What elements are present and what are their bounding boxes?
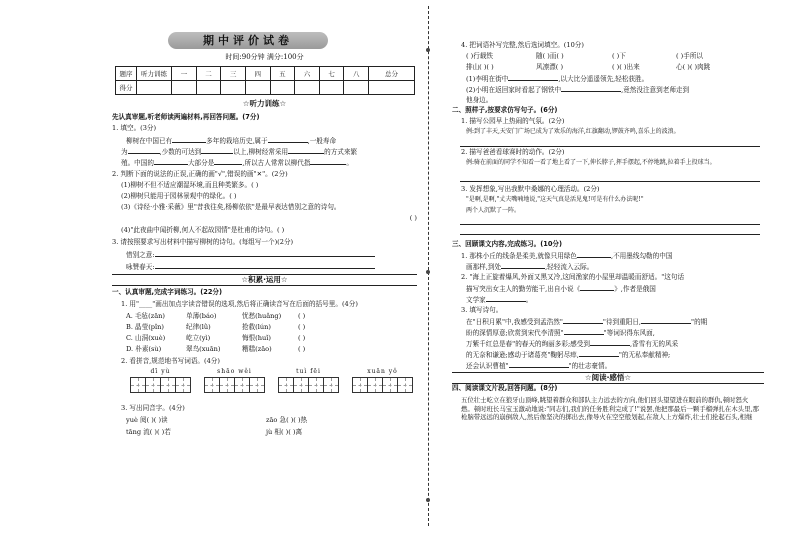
score-cell: 八 (344, 67, 369, 81)
score-cell: 四 (245, 67, 270, 81)
judgement-item: (4)"此夜曲中闻折柳,何人不起故园情"是杜甫的诗句。( ) (121, 226, 285, 234)
section-heading-accumulation: ☆积累·运用☆ (112, 274, 417, 286)
answer-blank[interactable] (580, 284, 614, 291)
question-label: 2. 看拼音,规范地书写词语。(4分) (121, 357, 220, 365)
writing-box[interactable] (308, 377, 324, 393)
score-cell: 一 (172, 67, 197, 81)
answer-blank[interactable] (590, 339, 630, 346)
answer-blank[interactable] (288, 147, 324, 154)
section-title: 三、回顾课文内容,完成练习。(10分) (452, 240, 563, 248)
fill-blank-line: 柳树在中国已有 多年的栽培历史,属于 ,一般寿命 (126, 137, 337, 145)
judgement-item: (1)柳树不但不适应潮湿环境,而且种类繁多。( ) (121, 181, 259, 189)
judgement-item: (3)《诗经·小雅·采薇》里"昔我往矣,杨柳依依"是最早表达惜别之意的诗句。 (121, 203, 341, 211)
answer-blank[interactable] (509, 361, 569, 368)
question-label: 3. 发挥想象,写出我默中桑娜的心理活动。(2分) (461, 185, 600, 193)
fill-blank-line: 在"日积月累"中,我感受到孟浩然" "待到重阳日, "的期 (466, 318, 708, 326)
fill-blank-line: 盼的深情厚意;欣赏到宋代李清照" "等词识得东风面, (466, 329, 655, 337)
fill-blank-line: (1)李明在街中 ,以大比分遥遥领先,轻松获胜。 (466, 75, 649, 83)
binding-hole (426, 498, 430, 502)
question-label: 1. 描写公园早上热闹的气氛。(2分) (461, 117, 565, 125)
example-sentence: 两个人沉默了一阵。 (466, 207, 521, 214)
score-cell: 总分 (369, 67, 415, 81)
answer-blank[interactable] (172, 136, 206, 143)
answer-blank[interactable] (577, 251, 611, 258)
answer-blank[interactable] (563, 317, 603, 324)
question-label: 2. 判断下面的说法的正误,正确的画"√",错误的画"✕"。(2分) (112, 170, 288, 178)
score-cell: 七 (319, 67, 344, 81)
score-cell: 得分 (116, 81, 137, 95)
answer-line[interactable] (460, 146, 760, 147)
answer-line[interactable] (460, 181, 760, 182)
binding-hole (426, 48, 430, 52)
section-heading-reading: ☆阅读·感悟☆ (452, 372, 764, 384)
option-row: B. 晶莹(pǐn) 纪律(lǜ) 抢救(lún) ( ) (126, 323, 306, 331)
answer-blank[interactable] (155, 250, 375, 257)
example-sentence: 例:骑在前面的同学不知看一看了地上看了一下,伸长脖子,挥手摆起,不停地跳,拉着手上投球当。 (466, 159, 716, 166)
writing-box[interactable] (367, 377, 383, 393)
section-title: 一、认真审题,完成字词练习。(22分) (112, 288, 223, 296)
question-label: 1. 填空。(3分) (112, 124, 157, 132)
pinyin-group: dī yù (130, 368, 191, 393)
word-row: 排山( )( ) 风凛漂( ) ( )( )出来 心( )( )肉跳 (466, 63, 711, 71)
judgement-item: (2)柳树只能用于园林景观中的绿化。( ) (121, 192, 237, 200)
example-sentence: "是啊,是啊,"丈夫嘴喃地说,"这天气真是活见鬼!可是有什么办法呢!" (466, 196, 644, 203)
answer-bracket[interactable]: ( ) (298, 345, 306, 353)
option-row: C. 山洞(xuè) 屹立(yì) 悔恨(huǐ) ( ) (126, 334, 306, 342)
writing-box[interactable] (249, 377, 265, 393)
pinyin-group: shāo wěi (204, 368, 265, 393)
fill-blank-line: 惜别之意: (112, 250, 431, 260)
answer-blank[interactable] (154, 158, 188, 165)
option-row: D. 朴素(sù) 翠鸟(xuān) 糟糕(zāo) ( ) (126, 345, 306, 353)
option-row: A. 毛毡(zān) 单薄(báo) 忧愁(huǎng) ( ) (126, 312, 306, 320)
score-cell: 三 (221, 67, 246, 81)
answer-blank[interactable] (201, 147, 233, 154)
word-row: ( )行载铁 随( )而( ) ( )下 ( )手所以 (466, 52, 704, 60)
reading-passage: 五位壮士屹立在狼牙山顶峰,眺望着群众和部队主力远去的方向,他们回头望望进在眼前的群仇,顿时怒火燃。顿时班长马宝玉激动地说:"同志们,我们的任务胜利完成了!"说罢,他把那最后一颗手榴弹扎在木头里,那枪脑带远远的崩倒敌人,然后像坚决的掷出去,像导火在空空般划起,在敌人上方爆炸,壮士们抡起石头,相继 (461, 396, 759, 422)
fill-blank-line: (2)小明在返回家时看起了钢铁中 ,竟然没注意到老师走到 (466, 86, 690, 94)
writing-box[interactable] (323, 377, 339, 393)
writing-box[interactable] (352, 377, 368, 393)
fill-blank-line: 殖。中国的 大部分是 ,所以古人常常以柳代指 。 (121, 159, 353, 167)
fill-blank-line: 描写突出女主人的勤劳能干,出自小说《 》,作者是俄国 (466, 285, 656, 293)
writing-box[interactable] (397, 377, 413, 393)
question-label: 3. 填写诗句。 (461, 306, 503, 314)
question-label: 3. 请按照要求写出材料中描写柳树的诗句。(每组写一个)(2分) (112, 238, 294, 246)
section-heading-listening: ☆听力训练☆ (242, 99, 287, 108)
section-title: 四、阅读课文片段,回答问题。(8分) (452, 384, 558, 392)
writing-box[interactable] (234, 377, 250, 393)
answer-blank[interactable] (486, 295, 526, 302)
answer-blank[interactable] (268, 136, 308, 143)
answer-blank[interactable] (508, 74, 558, 81)
answer-blank[interactable] (561, 85, 621, 92)
question-label: 2. 描写爸爸看球赛时的动作。(2分) (461, 148, 565, 156)
question-label: 1. 用"____"画出加点字读音错误的选项,然后将正确读音写在后面的括号里。(4分) (121, 300, 358, 308)
answer-line[interactable] (460, 234, 760, 235)
writing-box[interactable] (382, 377, 398, 393)
exam-title: 期中评价试卷 (168, 32, 328, 49)
example-sentence: 例:到了丰天,天安门广场已成为了欢乐的海洋,红旗翻动,锣鼓齐鸣,喜乐上的波浪。 (466, 128, 680, 135)
text-line: 2. "海上正旋着爆风,外面又黑又冷,这间渔家的小屋里却温暖而舒适。"这句话 (461, 273, 685, 281)
fill-blank-line: 万紫千红总是春"的春天的绚丽多彩;感受到 ,香雪有无的风采 (466, 340, 679, 348)
pinyin-group: xuān yǒ (352, 368, 413, 393)
pinyin-writing-grid (112, 368, 417, 400)
answer-bracket[interactable]: ( ) (298, 323, 306, 331)
exam-time-score: 时间:90分钟 满分:100分 (225, 53, 304, 61)
question-label: 4. 把词语补写完整,然后选词填空。(10分) (461, 41, 584, 49)
writing-box[interactable] (204, 377, 220, 393)
listening-intro: 先认真审题,听老师读两遍材料,再回答问题。(7分) (112, 113, 260, 121)
score-cell: 五 (270, 67, 295, 81)
right-column (452, 0, 764, 549)
fill-blank-line: 还会认识曹植" "的壮志豪情。 (466, 362, 612, 370)
fill-blank-line: 他身边。 (466, 96, 493, 104)
score-cell: 听力训练 (137, 67, 172, 81)
score-cell: 二 (196, 67, 221, 81)
fill-blank-line: 咏赞春天: (112, 262, 431, 272)
fill-blank-line: 的无奈和谦逊;感动于诸葛亮"鞠躬尽瘁, "的无私奉献精神; (466, 351, 671, 359)
answer-line[interactable] (460, 224, 760, 225)
answer-blank[interactable] (564, 328, 604, 335)
answer-blank[interactable] (155, 262, 375, 269)
left-column (112, 0, 417, 549)
writing-box[interactable] (278, 377, 294, 393)
score-cell: 题序 (116, 67, 137, 81)
judgement-bracket[interactable]: ( ) (409, 214, 417, 222)
answer-blank[interactable] (128, 147, 160, 154)
writing-box[interactable] (219, 377, 235, 393)
writing-box[interactable] (293, 377, 309, 393)
fill-blank-line: 画那样,到处 ,轻轻流入云际。 (466, 263, 594, 271)
writing-box[interactable] (130, 377, 146, 393)
answer-blank[interactable] (501, 262, 545, 269)
answer-bracket[interactable]: ( ) (298, 334, 306, 342)
homophone-row: tāng 流( )( )若 jù 相( )( )离 (126, 428, 303, 436)
homophone-row: yuè 阅( )( )读 zāo 急( )( )热 (126, 416, 308, 424)
answer-blank[interactable] (641, 317, 691, 324)
answer-blank[interactable] (579, 350, 619, 357)
fill-blank-line: 1. 那株小丘的线条是柔美,就像只用绿色 ,不用墨线勾勒的中国 (461, 252, 673, 260)
fill-blank-line: 为 ,少数的可达到 以上,柳树经常采用 的方式来繁 (121, 148, 358, 156)
writing-box[interactable] (160, 377, 176, 393)
answer-blank[interactable] (214, 158, 242, 165)
section-title: 二、照样子,按要求仿写句子。(6分) (452, 106, 558, 114)
question-label: 3. 写出同音字。(4分) (121, 404, 185, 412)
pinyin-group: tuì fēi (278, 368, 339, 393)
writing-box[interactable] (175, 377, 191, 393)
fill-blank-line: 文学家 。 (466, 296, 533, 304)
score-cell: 六 (295, 67, 320, 81)
answer-bracket[interactable]: ( ) (298, 312, 306, 320)
writing-box[interactable] (145, 377, 161, 393)
answer-blank[interactable] (310, 158, 346, 165)
